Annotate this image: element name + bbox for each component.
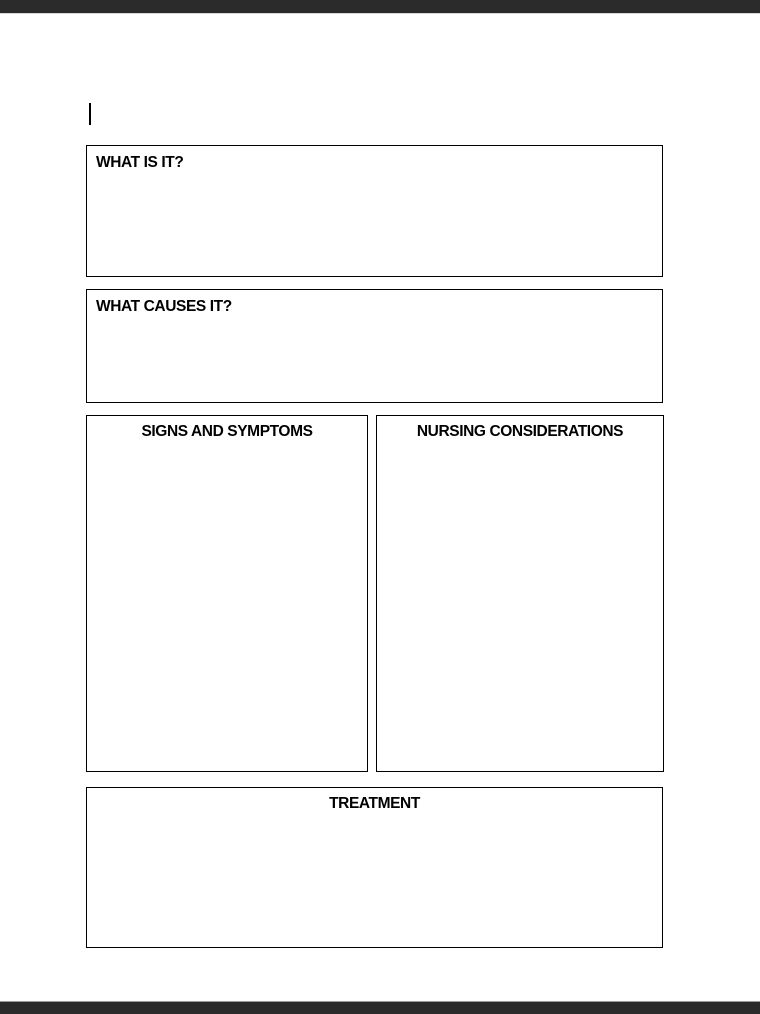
signs-and-symptoms-box[interactable] xyxy=(86,415,368,772)
treatment-box[interactable] xyxy=(86,787,663,948)
what-is-it-box[interactable] xyxy=(86,145,663,277)
text-cursor xyxy=(89,103,91,125)
what-causes-it-label: WHAT CAUSES IT? xyxy=(96,298,232,315)
window-bottom-bar xyxy=(0,1001,760,1014)
nursing-considerations-label: NURSING CONSIDERATIONS xyxy=(416,423,624,440)
nursing-considerations-box[interactable] xyxy=(376,415,664,772)
what-is-it-label: WHAT IS IT? xyxy=(96,154,184,171)
what-causes-it-box[interactable] xyxy=(86,289,663,403)
window-top-bar xyxy=(0,0,760,13)
treatment-label: TREATMENT xyxy=(329,795,420,812)
signs-and-symptoms-label: SIGNS AND SYMPTOMS xyxy=(141,423,313,440)
